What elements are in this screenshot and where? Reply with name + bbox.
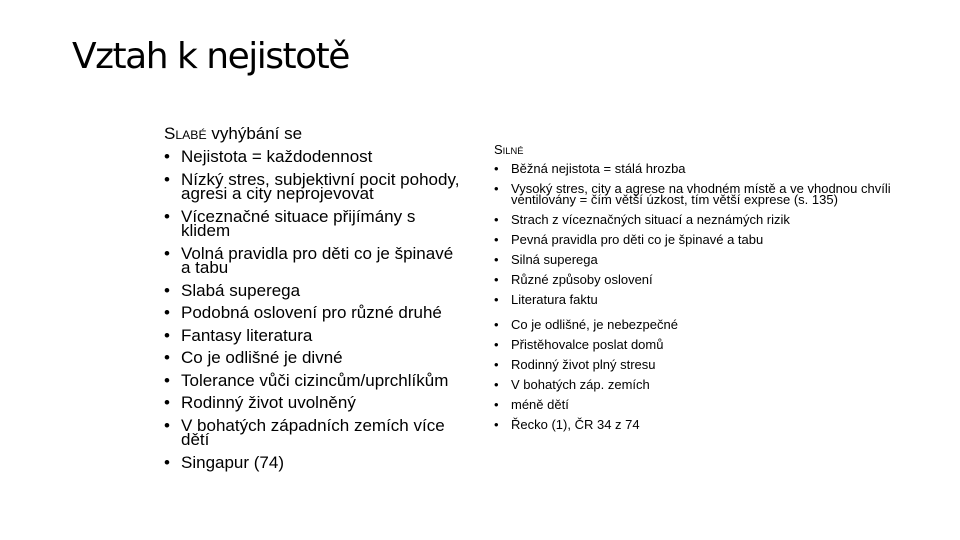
right-bullet-item: • Strach z víceznačných situací a neznámých rizik [494, 214, 894, 225]
slide-title: Vztah k nejistotě [72, 36, 349, 77]
right-heading-smallcaps: ILNÉ [502, 146, 524, 156]
left-bullet-item: • Nejistota = každodennost [164, 148, 464, 165]
right-bullet-list-a [494, 163, 894, 305]
left-heading-rest: vyhýbání se [206, 124, 303, 143]
right-bullet-item: • Řecko (1), ČR 34 z 74 [494, 419, 894, 430]
left-bullet-item: • Slabá superega [164, 282, 464, 299]
left-bullet-item: • Singapur (74) [164, 454, 464, 471]
left-bullet-list [164, 148, 464, 470]
right-column-strong-avoidance [494, 142, 894, 439]
right-bullet-item: • méně dětí [494, 399, 894, 410]
right-bullet-item: • Vysoký stres, city a agrese na vhodném místě a ve vhodnou chvíli ventilovány = čím větší úzkost, tím větší exprese (s. 135) [494, 183, 894, 205]
left-column-weak-avoidance [164, 124, 464, 476]
left-bullet-item: • Víceznačné situace přijímány s klidem [164, 208, 464, 239]
right-heading-initial: S [494, 142, 503, 157]
right-bullet-item: • V bohatých záp. zemích [494, 379, 894, 390]
right-bullet-item: • Rodinný život plný stresu [494, 359, 894, 370]
left-bullet-item: • Volná pravidla pro děti co je špinavé a tabu [164, 245, 464, 276]
left-bullet-item: • Podobná oslovení pro různé druhé [164, 304, 464, 321]
left-bullet-item: • V bohatých západních zemích více dětí [164, 417, 464, 448]
left-bullet-item: • Co je odlišné je divné [164, 349, 464, 366]
left-bullet-item: • Tolerance vůči cizincům/uprchlíkům [164, 372, 464, 389]
right-bullet-list-b [494, 319, 894, 430]
right-bullet-item: • Přistěhovalce poslat domů [494, 339, 894, 350]
right-column-heading [494, 142, 894, 157]
right-bullet-item: • Co je odlišné, je nebezpečné [494, 319, 894, 330]
right-bullet-item: • Silná superega [494, 254, 894, 265]
right-bullet-item: • Literatura faktu [494, 294, 894, 305]
left-bullet-item: • Nízký stres, subjektivní pocit pohody, agresi a city neprojevovat [164, 171, 464, 202]
left-heading-initial: S [164, 124, 176, 143]
left-bullet-item: • Fantasy literatura [164, 327, 464, 344]
right-bullet-item: • Různé způsoby oslovení [494, 274, 894, 285]
right-bullet-item: • Pevná pravidla pro děti co je špinavé a tabu [494, 234, 894, 245]
left-bullet-item: • Rodinný život uvolněný [164, 394, 464, 411]
left-column-heading [164, 124, 464, 144]
left-heading-smallcaps: LABÉ [175, 128, 207, 142]
right-bullet-item: • Běžná nejistota = stálá hrozba [494, 163, 894, 174]
